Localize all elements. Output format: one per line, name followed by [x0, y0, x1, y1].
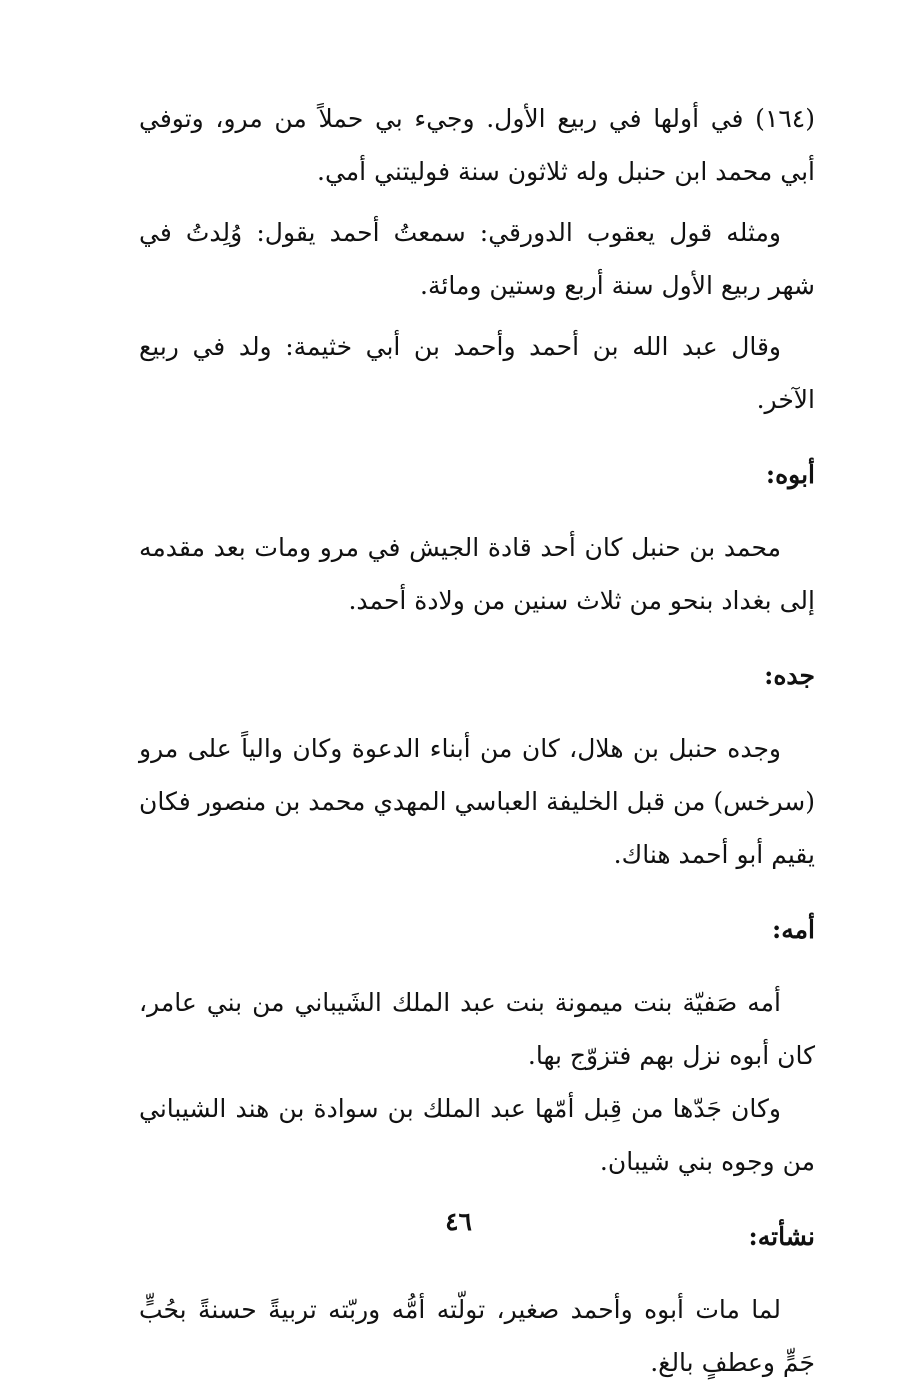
section-heading-upbringing: نشأته: — [748, 1222, 815, 1251]
section-heading-grandfather: جده: — [764, 661, 815, 690]
father-paragraph: محمد بن حنبل كان أحد قادة الجيش في مرو ومات بعد مقدمه إلى بغداد بنحو من ثلاث سنين من ولادة أحمد. — [139, 533, 815, 615]
grandfather-paragraph: وجده حنبل بن هلال، كان من أبناء الدعوة وكان والياً على مرو (سرخس) من قبل الخليفة العباسي المهدي محمد بن منصور فكان يقيم أبو أحمد هناك. — [139, 734, 815, 869]
intro-paragraph-3: وقال عبد الله بن أحمد وأحمد بن أبي خثيمة: ولد في ربيع الآخر. — [139, 332, 815, 414]
section-heading-mother: أمه: — [772, 915, 815, 944]
intro-paragraph-1: (١٦٤) في أولها في ربيع الأول. وجيء بي حملاً من مرو، وتوفي أبي محمد ابن حنبل وله ثلاثون سنة فوليتني أمي. — [139, 104, 815, 186]
page-number: ٤٦ — [445, 1207, 472, 1236]
mother-paragraph-1: أمه صَفيّة بنت ميمونة بنت عبد الملك الشَيباني من بني عامر، كان أبوه نزل بهم فتزوّج بها. — [139, 988, 815, 1070]
section-heading-father: أبوه: — [765, 460, 815, 489]
intro-paragraph-2: ومثله قول يعقوب الدورقي: سمعتُ أحمد يقول: وُلِدتُ في شهر ربيع الأول سنة أربع وستين ومائة. — [139, 218, 815, 300]
page-body — [139, 92, 815, 1389]
mother-paragraph-2: وكان جَدّها من قِبل أمّها عبد الملك بن سوادة بن هند الشيباني من وجوه بني شيبان. — [139, 1094, 815, 1176]
upbringing-paragraph: لما مات أبوه وأحمد صغير، تولّته أمُّه وربّته تربيةً حسنةً بحُبٍّ جَمٍّ وعطفٍ بالغ. — [139, 1295, 815, 1377]
